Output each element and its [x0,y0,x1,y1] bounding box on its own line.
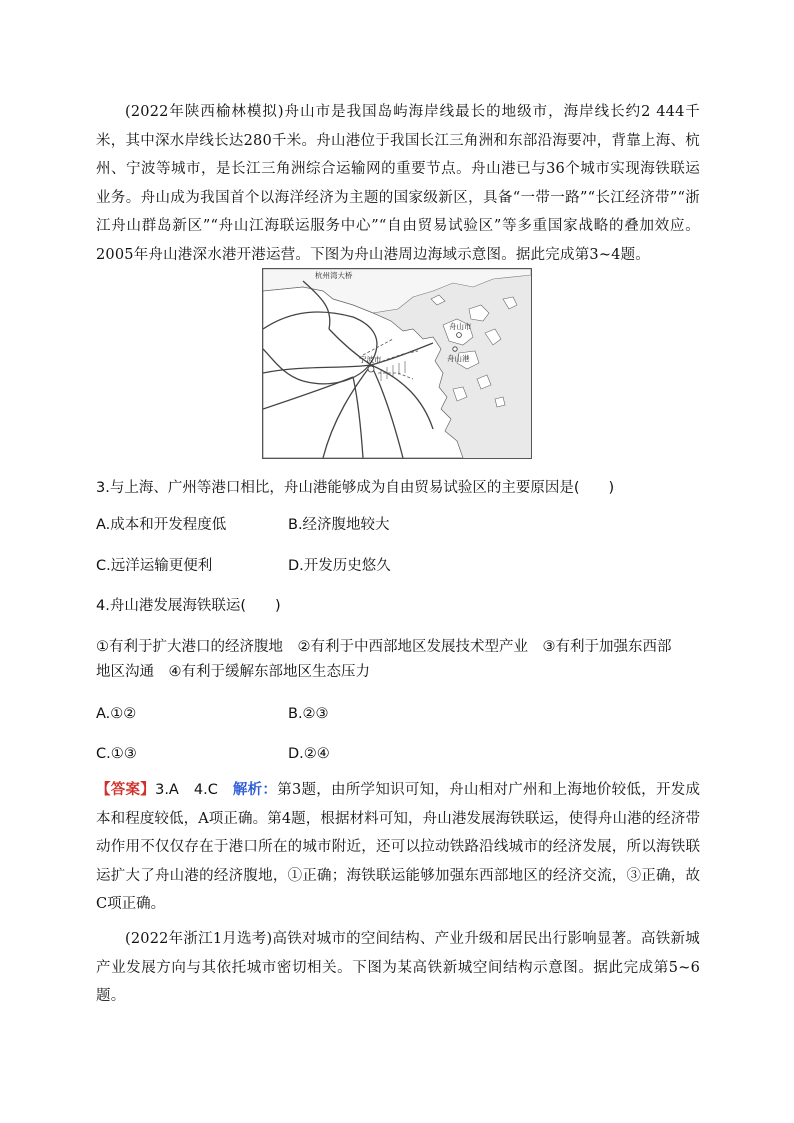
answer-block [96,776,700,919]
question-3-stem: 3.与上海、广州等港口相比，舟山港能够成为自由贸易试验区的主要原因是( ) [96,480,615,496]
q4-option-d: D.②④ [288,746,330,762]
q3-option-b: B.经济腹地较大 [288,517,390,533]
analysis-tag: 解析： [232,782,278,798]
answer-tag: 【答案】 [96,782,156,798]
q3-option-a: A.成本和开发程度低 [96,517,227,533]
map-label-bridge: 杭州湾大桥 [315,271,353,280]
q4-statements-line2: 地区沟通 ④有利于缓解东部地区生态压力 [96,664,370,680]
map-label-ningbo: 宁波市 [359,355,382,364]
map-label-zhoushan-port: 舟山港 [447,354,470,363]
map-figure [263,269,531,458]
q4-option-c: C.①③ [96,746,137,762]
analysis-text: 第3题，由所学知识可知，舟山相对广州和上海地价较低，开发成本和程度较低，A项正确。第4题，根据材料可知，舟山港发展海铁联运，使得舟山港的经济带动作用不仅仅存在于港口所在的城市附近，还可以拉动铁路沿线城市的经济发展，所以海铁联运扩大了舟山港的经济腹地，①正确；海铁联运能够加强东西部地区的经济交流，③正确，故C项正确。 [96,782,700,912]
q4-option-b: B.②③ [288,706,329,722]
q3-option-c: C.远洋运输更便利 [96,558,213,574]
answer-key: 3.A 4.C [155,782,233,798]
q4-option-a: A.①② [96,706,137,722]
q3-option-d: D.开发历史悠久 [288,558,391,574]
zhoushan-port-map [262,268,532,459]
map-label-zhoushan-city: 舟山市 [449,322,472,331]
q4-statements-line1: ①有利于扩大港口的经济腹地 ②有利于中西部地区发展技术型产业 ③有利于加强东西部 [96,639,672,655]
passage-high-speed-rail: (2022年浙江1月选考)高铁对城市的空间结构、产业升级和居民出行影响显著。高铁新城产业发展方向与其依托城市密切相关。下图为某高铁新城空间结构示意图。据此完成第5~6题。 [96,931,700,1004]
question-4-stem: 4.舟山港发展海铁联运( ) [96,598,281,614]
passage-zhoushan: (2022年陕西榆林模拟)舟山市是我国岛屿海岸线最长的地级市，海岸线长约2 444千米，其中深水岸线长达280千米。舟山港位于我国长江三角洲和东部沿海要冲，背靠上海、杭州、宁波等城市，是长江三角洲综合运输网的重要节点。舟山港已与36个城市实现海铁联运业务。舟山成为我国首个以海洋经济为主题的国家级新区，具备“一带一路”“长江经济带”“浙江舟山群岛新区”“舟山江海联运服务中心”“自由贸易试验区”等多重国家战略的叠加效应。2005年舟山港深水港开港运营。下图为舟山港周边海域示意图。据此完成第3~4题。 [96,104,700,263]
